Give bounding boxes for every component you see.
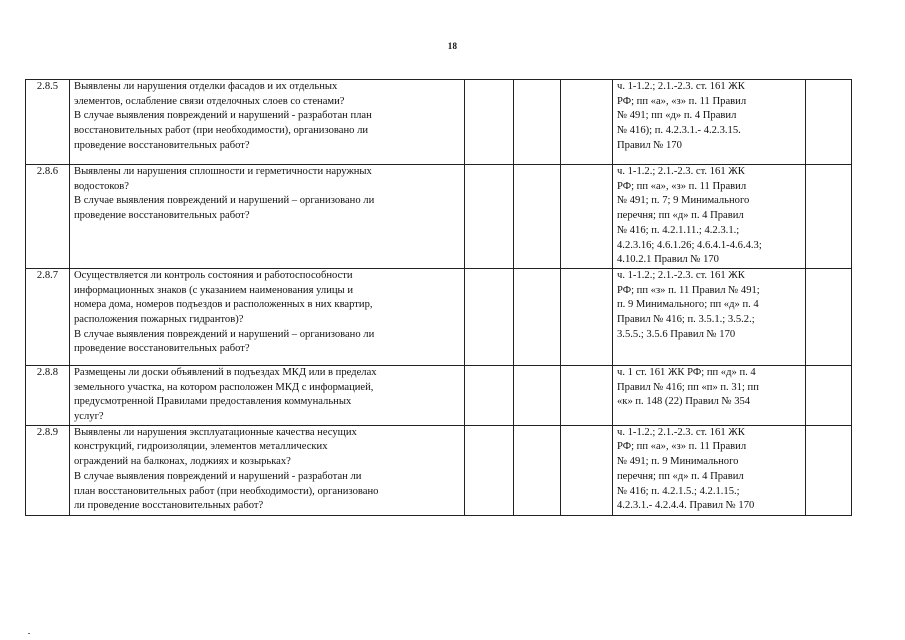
notes-cell xyxy=(806,80,852,165)
notes-cell xyxy=(806,268,852,365)
answer-na-cell xyxy=(561,425,613,515)
answer-no-cell xyxy=(514,165,561,269)
answer-yes-cell xyxy=(465,365,514,425)
legal-reference: ч. 1 ст. 161 ЖК РФ; пп «д» п. 4 Правил № 416; пп «п» п. 31; пп «к» п. 148 (22) Правил № 354 xyxy=(613,365,806,425)
answer-na-cell xyxy=(561,268,613,365)
item-number: 2.8.7 xyxy=(26,268,70,365)
checklist-table xyxy=(25,79,852,516)
table-row xyxy=(26,365,852,425)
answer-no-cell xyxy=(514,268,561,365)
legal-reference: ч. 1-1.2.; 2.1.-2.3. ст. 161 ЖК РФ; пп «а», «з» п. 11 Правил № 491; п. 7; 9 Минимального перечня; пп «д» п. 4 Правил № 416; п. 4.2.1.11.; 4.2.3.1.; 4.2.3.16; 4.6.1.26; 4.6.4.1-4.6.4.3; 4.10.2.1 Правил № 170 xyxy=(613,165,806,269)
table-row xyxy=(26,268,852,365)
legal-reference: ч. 1-1.2.; 2.1.-2.3. ст. 161 ЖК РФ; пп «а», «з» п. 11 Правил № 491; пп «д» п. 4 Правил № 416); п. 4.2.3.1.- 4.2.3.15. Правил № 170 xyxy=(613,80,806,165)
page-number: 18 xyxy=(447,41,458,51)
table-row xyxy=(26,425,852,515)
item-number: 2.8.5 xyxy=(26,80,70,165)
question-text: Осуществляется ли контроль состояния и работоспособности информационных знаков (с указанием наименования улицы и номера дома, номеров подъездов и расположенных в них квартир, расположения пожарных гидрантов)? В случае выявления повреждений и нарушений – организовано ли проведение восстановительных работ? xyxy=(70,268,465,365)
answer-na-cell xyxy=(561,365,613,425)
answer-no-cell xyxy=(514,365,561,425)
answer-yes-cell xyxy=(465,165,514,269)
scan-mark xyxy=(28,633,30,634)
answer-na-cell xyxy=(561,165,613,269)
item-number: 2.8.9 xyxy=(26,425,70,515)
notes-cell xyxy=(806,365,852,425)
answer-no-cell xyxy=(514,425,561,515)
answer-yes-cell xyxy=(465,80,514,165)
legal-reference: ч. 1-1.2.; 2.1.-2.3. ст. 161 ЖК РФ; пп «з» п. 11 Правил № 491; п. 9 Минимального; пп «д» п. 4 Правил № 416; п. 3.5.1.; 3.5.2.; 3.5.5.; 3.5.6 Правил № 170 xyxy=(613,268,806,365)
question-text: Выявлены ли нарушения сплошности и герметичности наружных водостоков? В случае выявления повреждений и нарушений – организовано ли проведение восстановительных работ? xyxy=(70,165,465,269)
legal-reference: ч. 1-1.2.; 2.1.-2.3. ст. 161 ЖК РФ; пп «а», «з» п. 11 Правил № 491; п. 9 Минимального перечня; пп «д» п. 4 Правил № 416; п. 4.2.1.5.; 4.2.1.15.; 4.2.3.1.- 4.2.4.4. Правил № 170 xyxy=(613,425,806,515)
notes-cell xyxy=(806,425,852,515)
table-row xyxy=(26,80,852,165)
notes-cell xyxy=(806,165,852,269)
item-number: 2.8.8 xyxy=(26,365,70,425)
table-row xyxy=(26,165,852,269)
answer-yes-cell xyxy=(465,425,514,515)
answer-no-cell xyxy=(514,80,561,165)
answer-yes-cell xyxy=(465,268,514,365)
question-text: Выявлены ли нарушения эксплуатационные качества несущих конструкций, гидроизоляции, элементов металлических ограждений на балконах, лоджиях и козырьках? В случае выявления повреждений и нарушений - разработан ли план восстановительных работ (при необходимости), организовано ли проведение восстановительных работ? xyxy=(70,425,465,515)
answer-na-cell xyxy=(561,80,613,165)
question-text: Выявлены ли нарушения отделки фасадов и их отдельных элементов, ослабление связи отделочных слоев со стенами? В случае выявления повреждений и нарушений - разработан план восстановительных работ (при необходимости), организовано ли проведение восстановительных работ? xyxy=(70,80,465,165)
question-text: Размещены ли доски объявлений в подъездах МКД или в пределах земельного участка, на котором расположен МКД с информацией, предусмотренной Правилами предоставления коммунальных услуг? xyxy=(70,365,465,425)
item-number: 2.8.6 xyxy=(26,165,70,269)
